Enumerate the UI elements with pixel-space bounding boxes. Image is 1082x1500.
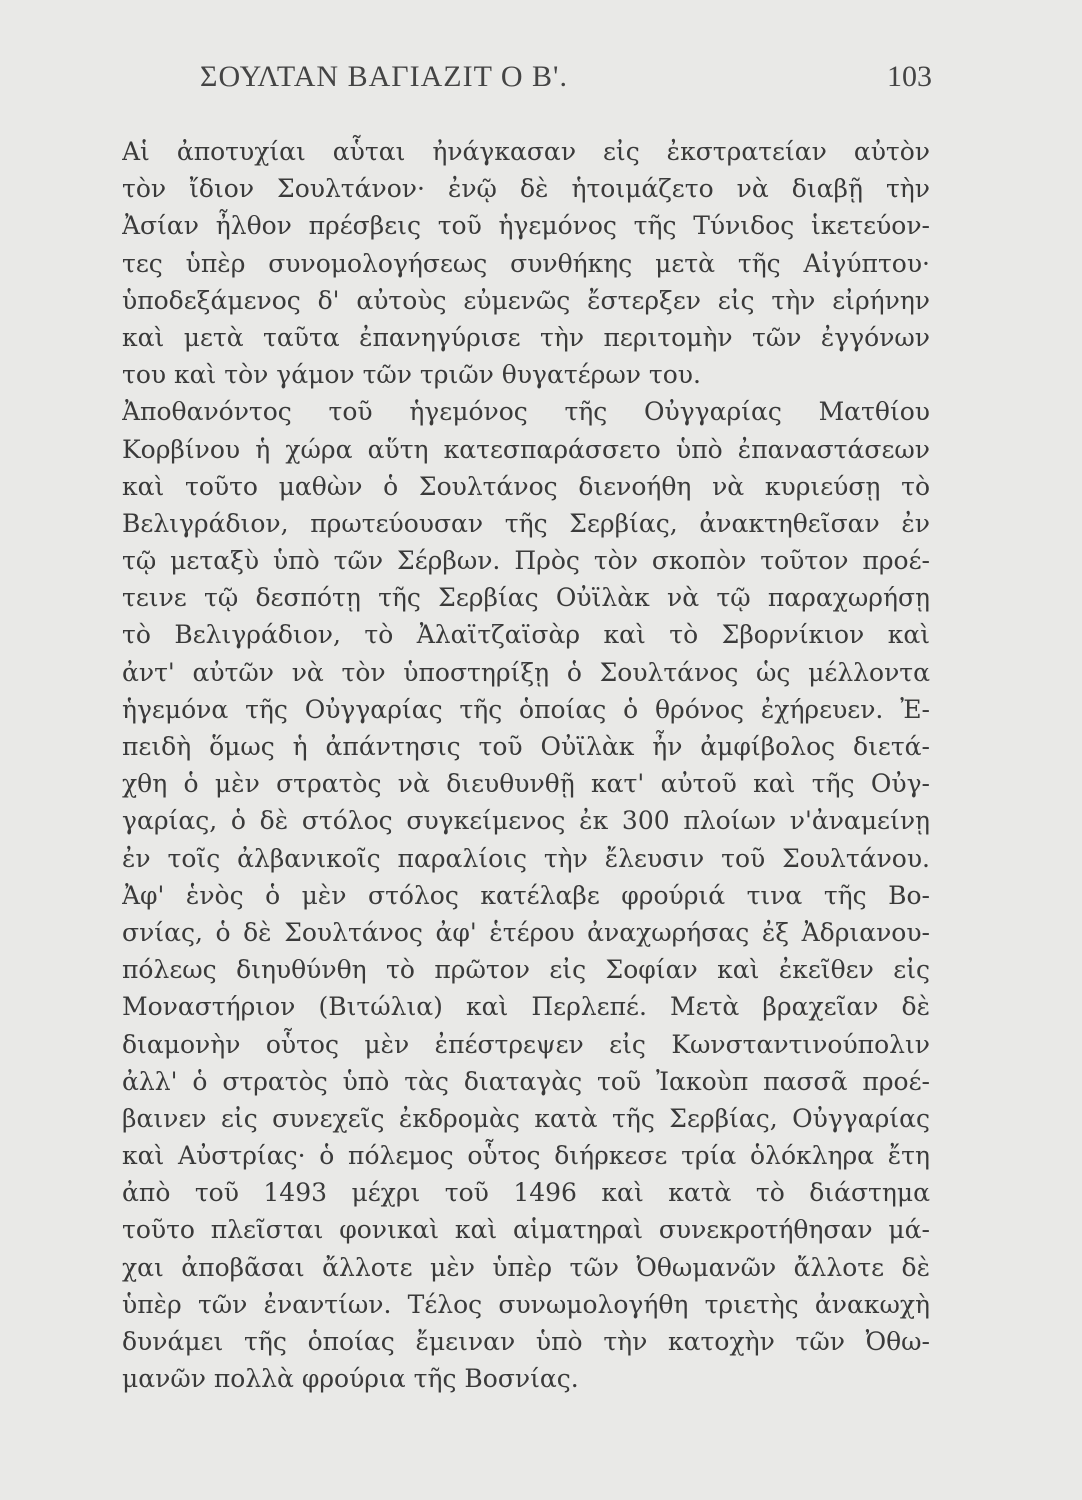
text-line: Ἀποθανόντος τοῦ ἡγεμόνος τῆς Οὐγγαρίας Ματθίου bbox=[122, 397, 930, 427]
text-line: τὸν ἴδιον Σουλτάνον· ἐνῷ δὲ ἡτοιμάζετο νὰ διαβῇ τὴν bbox=[122, 174, 930, 204]
text-line: πειδὴ ὅμως ἡ ἀπάντησις τοῦ Οὐϊλὰκ ἦν ἀμφίβολος διετά- bbox=[122, 732, 930, 761]
text-line: τοῦτο πλεῖσται φονικαὶ καὶ αἱματηραὶ συνεκροτήθησαν μά- bbox=[122, 1215, 930, 1245]
page-header bbox=[120, 60, 932, 104]
running-title: ΣΟΥΛΤΑΝ ΒΑΓΙΑΖΙΤ Ο Β'. bbox=[200, 60, 568, 93]
text-line: ἀπὸ τοῦ 1493 μέχρι τοῦ 1496 καὶ κατὰ τὸ διάστημα bbox=[122, 1178, 930, 1208]
text-line: τὸ Βελιγράδιον, τὸ Ἀλαϊτζαϊσὰρ καὶ τὸ Σβορνίκιον καὶ bbox=[122, 620, 930, 650]
text-line: ἡγεμόνα τῆς Οὐγγαρίας τῆς ὁποίας ὁ θρόνος ἐχήρευεν. Ἐ- bbox=[122, 694, 930, 724]
text-line: καὶ τοῦτο μαθὼν ὁ Σουλτάνος διενοήθη νὰ κυριεύσῃ τὸ bbox=[122, 471, 930, 501]
text-line: χαι ἀποβᾶσαι ἄλλοτε μὲν ὑπὲρ τῶν Ὀθωμανῶν ἄλλοτε δὲ bbox=[122, 1252, 930, 1282]
text-line: καὶ μετὰ ταῦτα ἐπανηγύρισε τὴν περιτομὴν τῶν ἐγγόνων bbox=[122, 322, 930, 352]
text-line: του καὶ τὸν γάμον τῶν τριῶν θυγατέρων του. bbox=[122, 360, 701, 390]
text-line: ἀλλ' ὁ στρατὸς ὑπὸ τὰς διαταγὰς τοῦ Ἰακοὺπ πασσᾶ προέ- bbox=[122, 1066, 930, 1096]
text-line: Ἀφ' ἑνὸς ὁ μὲν στόλος κατέλαβε φρούριά τινα τῆς Βο- bbox=[122, 880, 930, 910]
text-line: τες ὑπὲρ συνομολογήσεως συνθήκης μετὰ τῆς Αἰγύπτου· bbox=[122, 248, 930, 278]
page-number: 103 bbox=[887, 60, 932, 93]
text-line: καὶ Αὐστρίας· ὁ πόλεμος οὗτος διήρκεσε τρία ὁλόκληρα ἔτη bbox=[122, 1141, 930, 1171]
text-line: τῷ μεταξὺ ὑπὸ τῶν Σέρβων. Πρὸς τὸν σκοπὸν τοῦτον προέ- bbox=[122, 546, 930, 576]
text-line: Βελιγράδιον, πρωτεύουσαν τῆς Σερβίας, ἀνακτηθεῖσαν ἐν bbox=[122, 508, 930, 538]
text-line: βαινεν εἰς συνεχεῖς ἐκδρομὰς κατὰ τῆς Σερβίας, Οὐγγαρίας bbox=[122, 1103, 930, 1133]
text-line: Μοναστήριον (Βιτώλια) καὶ Περλεπέ. Μετὰ βραχεῖαν δὲ bbox=[122, 992, 930, 1022]
text-line: Ἀσίαν ἦλθον πρέσβεις τοῦ ἡγεμόνος τῆς Τύνιδος ἱκετεύον- bbox=[122, 211, 930, 241]
text-line: διαμονὴν οὗτος μὲν ἐπέστρεψεν εἰς Κωνσταντινούπολιν bbox=[122, 1029, 930, 1059]
text-line: ἐν τοῖς ἀλβανικοῖς παραλίοις τὴν ἔλευσιν τοῦ Σουλτάνου. bbox=[122, 843, 930, 873]
text-line: δυνάμει τῆς ὁποίας ἔμειναν ὑπὸ τὴν κατοχὴν τῶν Ὀθω- bbox=[122, 1327, 930, 1356]
body-text bbox=[122, 133, 930, 1397]
text-line: ὑπὲρ τῶν ἐναντίων. Τέλος συνωμολογήθη τριετὴς ἀνακωχὴ bbox=[122, 1289, 930, 1319]
text-line: μανῶν πολλὰ φρούρια τῆς Βοσνίας. bbox=[122, 1364, 579, 1394]
text-line: χθη ὁ μὲν στρατὸς νὰ διευθυνθῇ κατ' αὐτοῦ καὶ τῆς Οὐγ- bbox=[122, 769, 930, 799]
text-line: σνίας, ὁ δὲ Σουλτάνος ἀφ' ἑτέρου ἀναχωρήσας ἐξ Ἀδριανου- bbox=[122, 917, 930, 947]
text-line: τεινε τῷ δεσπότῃ τῆς Σερβίας Οὐϊλὰκ νὰ τῷ παραχωρήσῃ bbox=[122, 583, 930, 613]
text-line: γαρίας, ὁ δὲ στόλος συγκείμενος ἐκ 300 πλοίων ν'ἀναμείνῃ bbox=[122, 806, 930, 836]
text-line: Κορβίνου ἡ χώρα αὕτη κατεσπαράσσετο ὑπὸ ἐπαναστάσεων bbox=[122, 434, 930, 464]
text-line: πόλεως διηυθύνθη τὸ πρῶτον εἰς Σοφίαν καὶ ἐκεῖθεν εἰς bbox=[122, 955, 930, 985]
text-line: ὑποδεξάμενος δ' αὐτοὺς εὐμενῶς ἔστερξεν εἰς τὴν εἰρήνην bbox=[122, 285, 930, 315]
text-line: Αἱ ἀποτυχίαι αὗται ἠνάγκασαν εἰς ἐκστρατείαν αὐτὸν bbox=[122, 137, 930, 166]
text-line: ἀντ' αὐτῶν νὰ τὸν ὑποστηρίξῃ ὁ Σουλτάνος ὡς μέλλοντα bbox=[122, 657, 930, 687]
